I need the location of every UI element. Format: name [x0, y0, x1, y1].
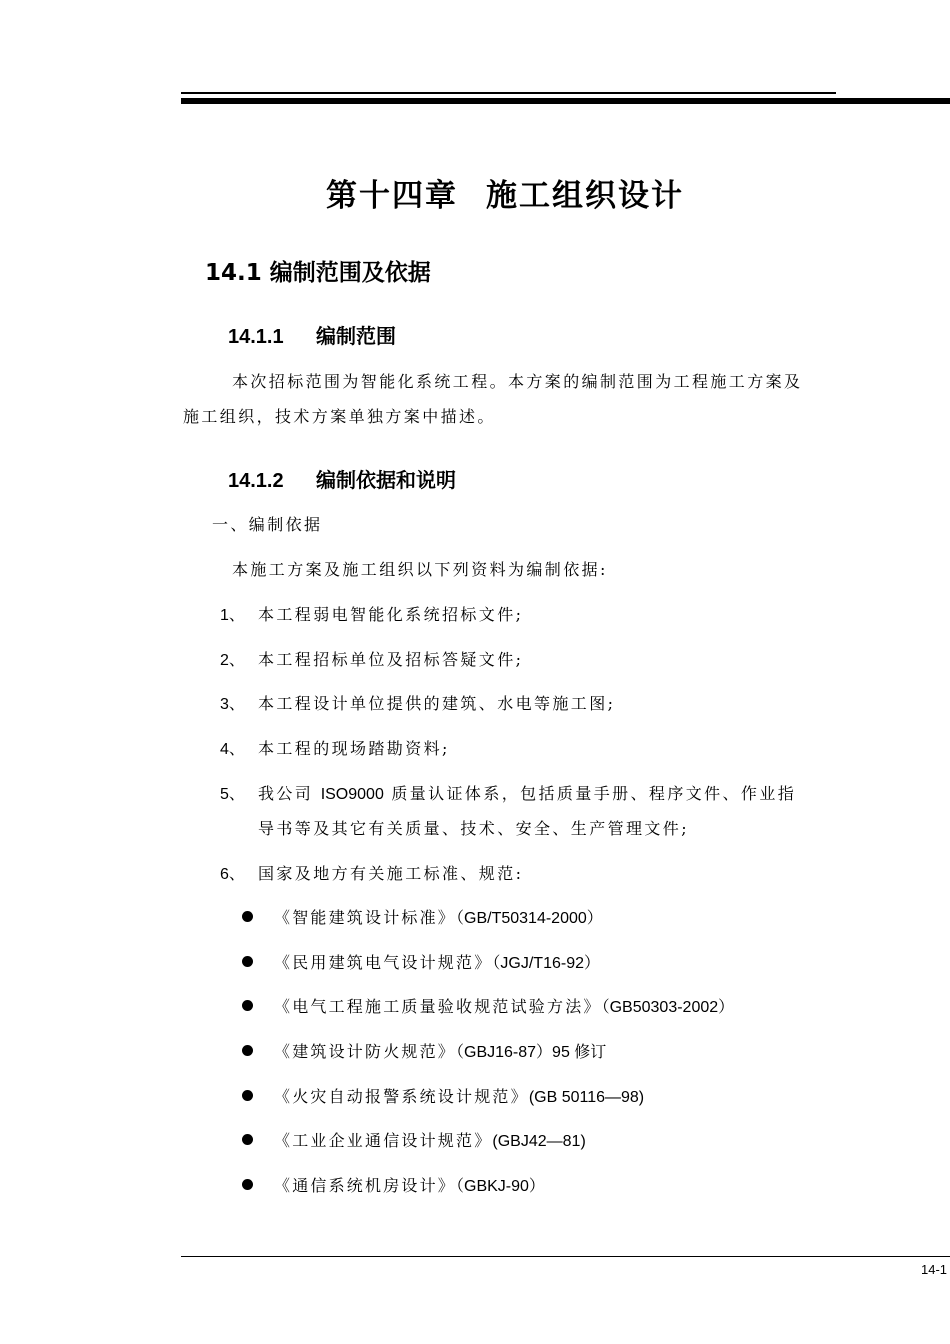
page-number: 14-1: [921, 1262, 948, 1277]
basis-heading: 一、编制依据: [212, 515, 323, 534]
scope-paragraph-line2: 施工组织，技术方案单独方案中描述。: [183, 407, 496, 426]
list-item-continuation: 导书等及其它有关质量、技术、安全、生产管理文件;: [258, 819, 689, 838]
subsection-heading-scope: [228, 320, 396, 349]
section-heading: 14.1 编制范围及依据: [205, 260, 431, 286]
list-item: 5、 我公司 ISO9000 质量认证体系，包括质量手册、程序文件、作业指 导书等及其它有关质量、技术、安全、生产管理文件;: [220, 784, 797, 838]
list-item: 4、 本工程的现场踏勘资料;: [220, 739, 450, 758]
bullet-icon: [242, 911, 253, 922]
list-item: 3、 本工程设计单位提供的建筑、水电等施工图;: [220, 694, 616, 713]
chapter-name: 施工组织设计: [486, 178, 684, 214]
bullet-icon: [242, 956, 253, 967]
list-item: 2、 本工程招标单位及招标答疑文件;: [220, 650, 524, 669]
list-item: 6、 国家及地方有关施工标准、规范:: [220, 864, 524, 883]
subsection-title: 编制范围: [316, 324, 396, 348]
chapter-title: [0, 170, 950, 215]
bullet-icon: [242, 1179, 253, 1190]
subsection-heading-basis: [228, 464, 456, 493]
basis-intro: 本施工方案及施工组织以下列资料为编制依据:: [232, 560, 608, 579]
bullet-icon: [242, 1045, 253, 1056]
scope-paragraph-line1: 本次招标范围为智能化系统工程。本方案的编制范围为工程施工方案及: [232, 372, 803, 391]
subsection-number: 14.1.2: [228, 470, 284, 492]
header-rule-thin: [181, 92, 836, 94]
chapter-number: 第十四章: [326, 178, 458, 214]
list-item: 1、 本工程弱电智能化系统招标文件;: [220, 605, 524, 624]
footer-rule: [181, 1256, 950, 1257]
bullet-icon: [242, 1134, 253, 1145]
header-rule-thick: [181, 98, 950, 104]
subsection-title: 编制依据和说明: [316, 468, 456, 492]
subsection-number: 14.1.1: [228, 326, 284, 348]
bullet-icon: [242, 1000, 253, 1011]
bullet-icon: [242, 1090, 253, 1101]
